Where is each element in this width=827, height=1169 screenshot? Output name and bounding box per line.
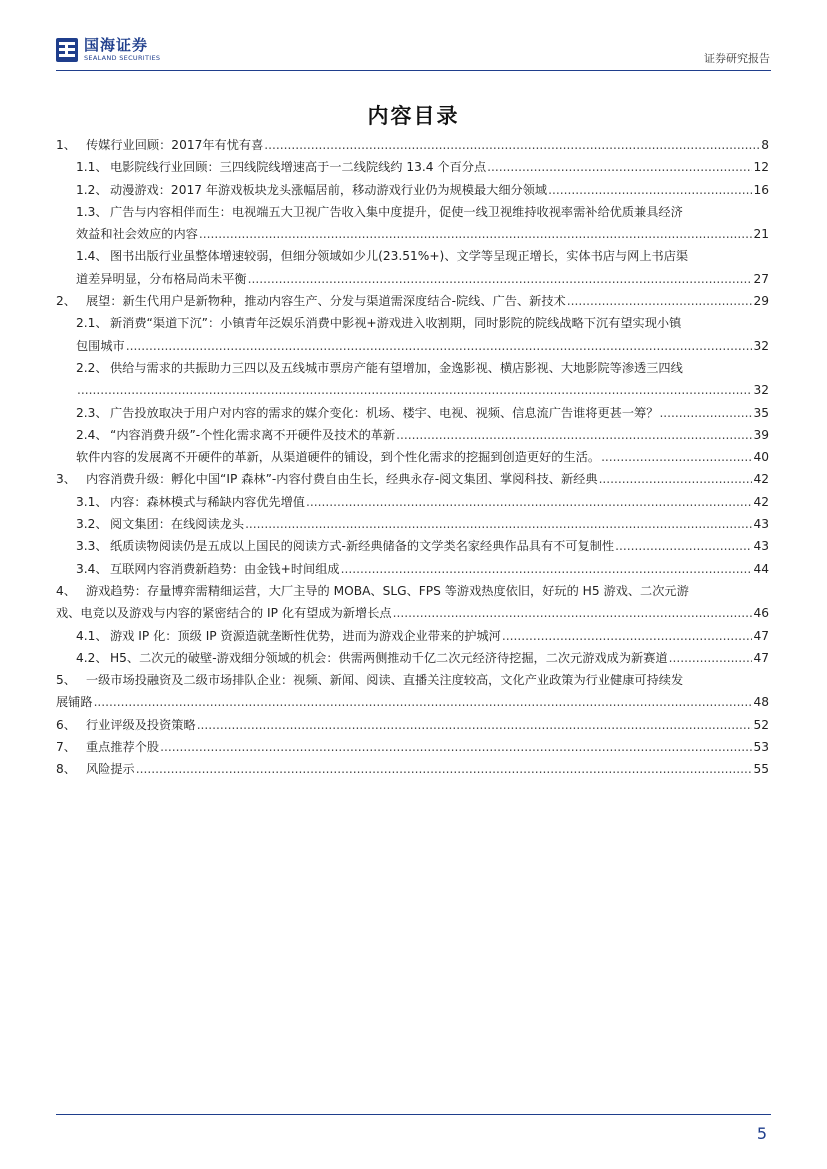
toc-page: 42 <box>753 472 769 487</box>
footer-divider <box>56 1114 771 1115</box>
leader-dots <box>199 223 753 245</box>
leader-dots <box>567 290 753 312</box>
leader-dots <box>94 691 753 713</box>
page-number: 5 <box>756 1124 767 1143</box>
toc-entry[interactable]: 软件内容的发展离不开硬件的革新，从渠道硬件的铺设，到个性化需求的挖掘到创造更好的生活。 ..... 40 <box>56 446 769 468</box>
toc-page: 44 <box>753 561 769 576</box>
toc-page: 43 <box>753 517 769 532</box>
leader-dots <box>396 424 752 446</box>
toc-entry[interactable]: 7、 重点推荐个股 ..... 53 <box>56 736 769 758</box>
logo-name-cn: 国海证券 <box>84 36 149 55</box>
toc-entry[interactable]: 2.3、 广告投放取决于用户对内容的需求的媒介变化：机场、楼宇、电视、视频、信息流广告谁将更甚一筹？ ..... 35 <box>56 402 769 424</box>
toc-entry[interactable]: 3.1、 内容：森林模式与稀缺内容优先增值 ..... 42 <box>56 491 769 513</box>
leader-dots <box>245 513 752 535</box>
toc-entry[interactable]: 1.3、 广告与内容相伴而生：电视端五大卫视广告收入集中度提升，促使一线卫视维持收视率需补给优质兼具经济 效益和社会效应的内容 ..... 21 <box>56 201 769 246</box>
toc-entry[interactable]: 2.4、 “内容消费升级”-个性化需求离不开硬件及技术的革新 ..... 39 <box>56 424 769 446</box>
toc-page: 40 <box>753 450 769 465</box>
toc-page: 32 <box>753 338 769 353</box>
toc-page: 42 <box>753 494 769 509</box>
leader-dots <box>659 402 752 424</box>
leader-dots <box>548 179 752 201</box>
company-logo <box>56 38 160 62</box>
toc-page: 46 <box>753 606 769 621</box>
toc-page: 27 <box>753 271 769 286</box>
leader-dots <box>264 134 760 156</box>
toc-entry[interactable]: 1.2、 动漫游戏：2017 年游戏板块龙头涨幅居前，移动游戏行业仍为规模最大细分领域 ..... 16 <box>56 179 769 201</box>
toc-entry[interactable]: 2.2、 供给与需求的共振助力三四以及五线城市票房产能有望增加，金逸影视、横店影视、大地影院等渗透三四线 ..... 32 <box>56 357 769 402</box>
leader-dots <box>126 335 753 357</box>
leader-dots <box>601 446 752 468</box>
toc-entry[interactable]: 3、 内容消费升级：孵化中国“IP 森林”-内容付费自由生长，经典永存-阅文集团、掌阅科技、新经典 ..... 42 <box>56 468 769 490</box>
logo-name-en: SEALAND SECURITIES <box>84 54 161 63</box>
leader-dots <box>615 535 752 557</box>
toc-page: 43 <box>753 539 769 554</box>
toc-page: 29 <box>753 294 769 309</box>
leader-dots <box>306 491 752 513</box>
leader-dots <box>341 558 753 580</box>
toc-entry[interactable]: 5、 一级市场投融资及二级市场排队企业：视频、新闻、阅读、直播关注度较高，文化产业政策为行业健康可持续发 展铺路 ..... 48 <box>56 669 769 714</box>
toc-page: 8 <box>761 138 769 152</box>
toc-entry[interactable]: 1、 传媒行业回顾：2017年有忧有喜 ..... 8 <box>56 134 769 156</box>
leader-dots <box>393 602 753 624</box>
leader-dots <box>669 647 753 669</box>
toc-page: 35 <box>753 405 769 420</box>
leader-dots <box>248 268 753 290</box>
logo-mark-icon <box>56 38 78 62</box>
leader-dots <box>160 736 752 758</box>
toc-page: 32 <box>753 383 769 398</box>
toc-page: 55 <box>753 762 769 777</box>
toc-page: 12 <box>753 160 769 175</box>
leader-dots <box>77 379 752 401</box>
toc-entry[interactable]: 1.4、 图书出版行业虽整体增速较弱，但细分领域如少儿(23.51%+)、文学等呈现正增长，实体书店与网上书店渠 道差异明显，分布格局尚未平衡 ..... 27 <box>56 245 769 290</box>
toc-entry[interactable]: 4.1、 游戏 IP 化：顶级 IP 资源造就垄断性优势，进而为游戏企业带来的护城河 ..... 47 <box>56 625 769 647</box>
toc-entry[interactable]: 4、 游戏趋势：存量博弈需精细运营，大厂主导的 MOBA、SLG、FPS 等游戏热度依旧，好玩的 H5 游戏、二次元游 戏、电竞以及游戏与内容的紧密结合的 IP 化有望成为新增长点 ..... 46 <box>56 580 769 625</box>
toc-page: 47 <box>753 650 769 665</box>
leader-dots <box>197 714 753 736</box>
toc-page: 16 <box>753 182 769 197</box>
toc-page: 47 <box>753 628 769 643</box>
report-type-label: 证券研究报告 <box>704 52 770 65</box>
table-of-contents <box>56 134 769 781</box>
toc-page: 21 <box>753 227 769 242</box>
page-header <box>56 38 770 68</box>
toc-entry[interactable]: 3.4、 互联网内容消费新趋势：由金钱+时间组成 ..... 44 <box>56 558 769 580</box>
leader-dots <box>136 758 753 780</box>
toc-page: 53 <box>753 740 769 755</box>
page-title: 内容目录 <box>367 104 460 128</box>
toc-entry[interactable]: 2、 展望：新生代用户是新物种，推动内容生产、分发与渠道需深度结合-院线、广告、新技术 ..... 29 <box>56 290 769 312</box>
toc-entry[interactable]: 3.3、 纸质读物阅读仍是五成以上国民的阅读方式-新经典储备的文学类名家经典作品具有不可复制性 ..... 43 <box>56 535 769 557</box>
leader-dots <box>487 156 752 178</box>
toc-entry[interactable]: 3.2、 阅文集团：在线阅读龙头 ..... 43 <box>56 513 769 535</box>
leader-dots <box>599 468 753 490</box>
toc-entry[interactable]: 6、 行业评级及投资策略 ..... 52 <box>56 714 769 736</box>
toc-entry[interactable]: 8、 风险提示 ..... 55 <box>56 758 769 780</box>
toc-entry[interactable]: 2.1、 新消费“渠道下沉”：小镇青年泛娱乐消费中影视+游戏进入收割期，同时影院的院线战略下沉有望实现小镇 包围城市 ..... 32 <box>56 312 769 357</box>
toc-page: 52 <box>753 717 769 732</box>
toc-page: 48 <box>753 695 769 710</box>
toc-entry[interactable]: 4.2、 H5、二次元的破壁-游戏细分领域的机会：供需两侧推动千亿二次元经济待挖掘，二次元游戏成为新赛道 ..... 47 <box>56 647 769 669</box>
toc-entry[interactable]: 1.1、 电影院线行业回顾：三四线院线增速高于一二线院线约 13.4 个百分点 ..... 12 <box>56 156 769 178</box>
header-divider <box>56 70 771 71</box>
leader-dots <box>502 625 753 647</box>
toc-page: 39 <box>753 427 769 442</box>
